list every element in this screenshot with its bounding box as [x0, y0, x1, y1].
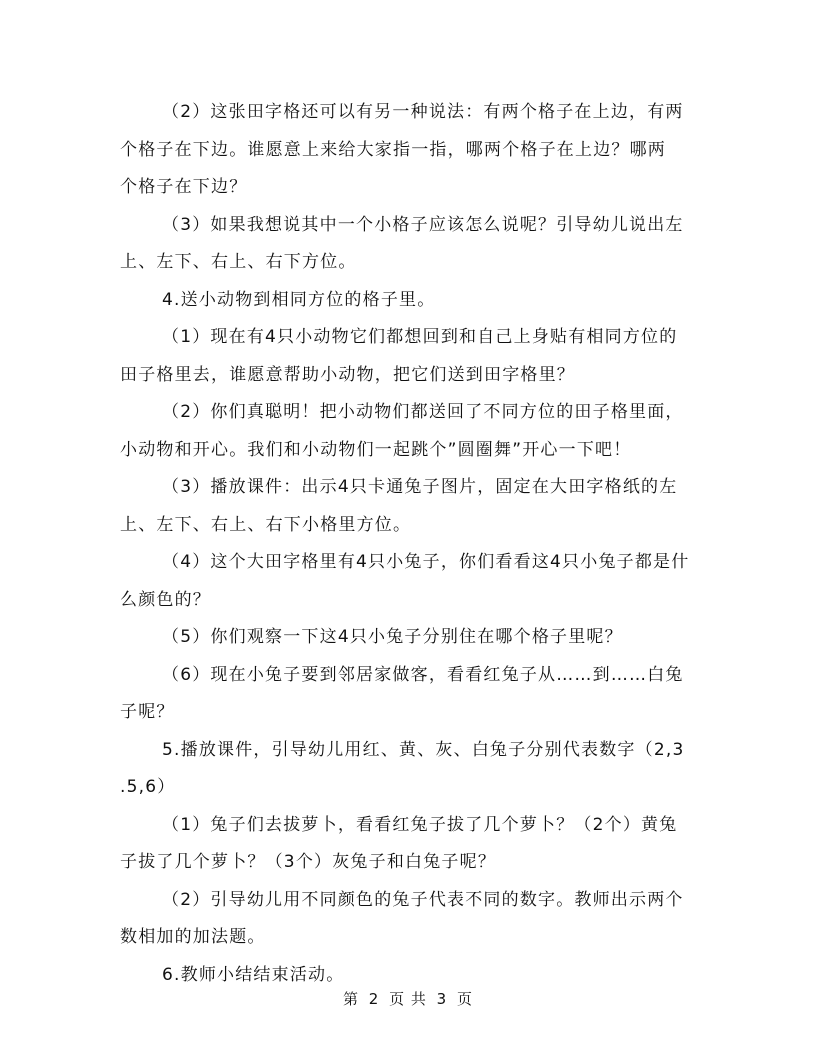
section-heading: 5.播放课件，引导幼儿用红、黄、灰、白兔子分别代表数字（2,3 [162, 740, 685, 760]
text-line: （3）如果我想说其中一个小格子应该怎么说呢？引导幼儿说出左 [162, 215, 684, 235]
text-line: （6）现在小兔子要到邻居家做客，看看红兔子从……到……白兔 [162, 665, 684, 685]
text-line: （1）现在有4只小动物它们都想回到和自己上身贴有相同方位的 [162, 327, 678, 347]
text-line: 田子格里去，谁愿意帮助小动物，把它们送到田字格里？ [120, 365, 575, 385]
text-line: （2）你们真聪明！把小动物们都送回了不同方位的田子格里面， [162, 402, 684, 422]
footer-suffix: 页 [457, 990, 474, 1008]
page-footer [0, 988, 816, 1009]
text-line: （5）你们观察一下这4只小兔子分别住在哪个格子里呢？ [162, 627, 623, 647]
footer-middle: 页 共 [389, 990, 427, 1008]
text-line: 上、左下、右上、右下方位。 [120, 252, 357, 272]
text-line: 子拔了几个萝卜？（3个）灰兔子和白兔子呢？ [120, 852, 497, 872]
text-line: 么颜色的？ [120, 590, 211, 610]
text-line: （2）引导幼儿用不同颜色的兔子代表不同的数字。教师出示两个 [162, 890, 684, 910]
text-line: （3）播放课件：出示4只卡通兔子图片，固定在大田字格纸的左 [162, 477, 678, 497]
text-line: 个格子在下边。谁愿意上来给大家指一指，哪两个格子在上边？哪两 [120, 140, 666, 160]
footer-total-pages: 3 [436, 990, 448, 1008]
footer-prefix: 第 [342, 990, 359, 1008]
section-heading: 6.教师小结结束活动。 [162, 965, 345, 985]
text-line: （2）这张田字格还可以有另一种说法：有两个格子在上边，有两 [162, 102, 684, 122]
text-line: 个格子在下边？ [120, 177, 248, 197]
text-line: 上、左下、右上、右下小格里方位。 [120, 515, 412, 535]
text-line: 数相加的加法题。 [120, 927, 266, 947]
text-line: 小动物和开心。我们和小动物们一起跳个”圆圈舞”开心一下吧！ [120, 440, 632, 460]
text-line: （4）这个大田字格里有4只小兔子，你们看看这4只小兔子都是什 [162, 552, 690, 572]
footer-page-number: 2 [368, 990, 380, 1008]
text-line: 子呢？ [120, 702, 175, 722]
text-line: （1）兔子们去拔萝卜，看看红兔子拔了几个萝卜？（2个）黄兔 [162, 815, 678, 835]
section-heading: 4.送小动物到相同方位的格子里。 [162, 290, 436, 310]
text-line: .5,6） [120, 777, 176, 797]
